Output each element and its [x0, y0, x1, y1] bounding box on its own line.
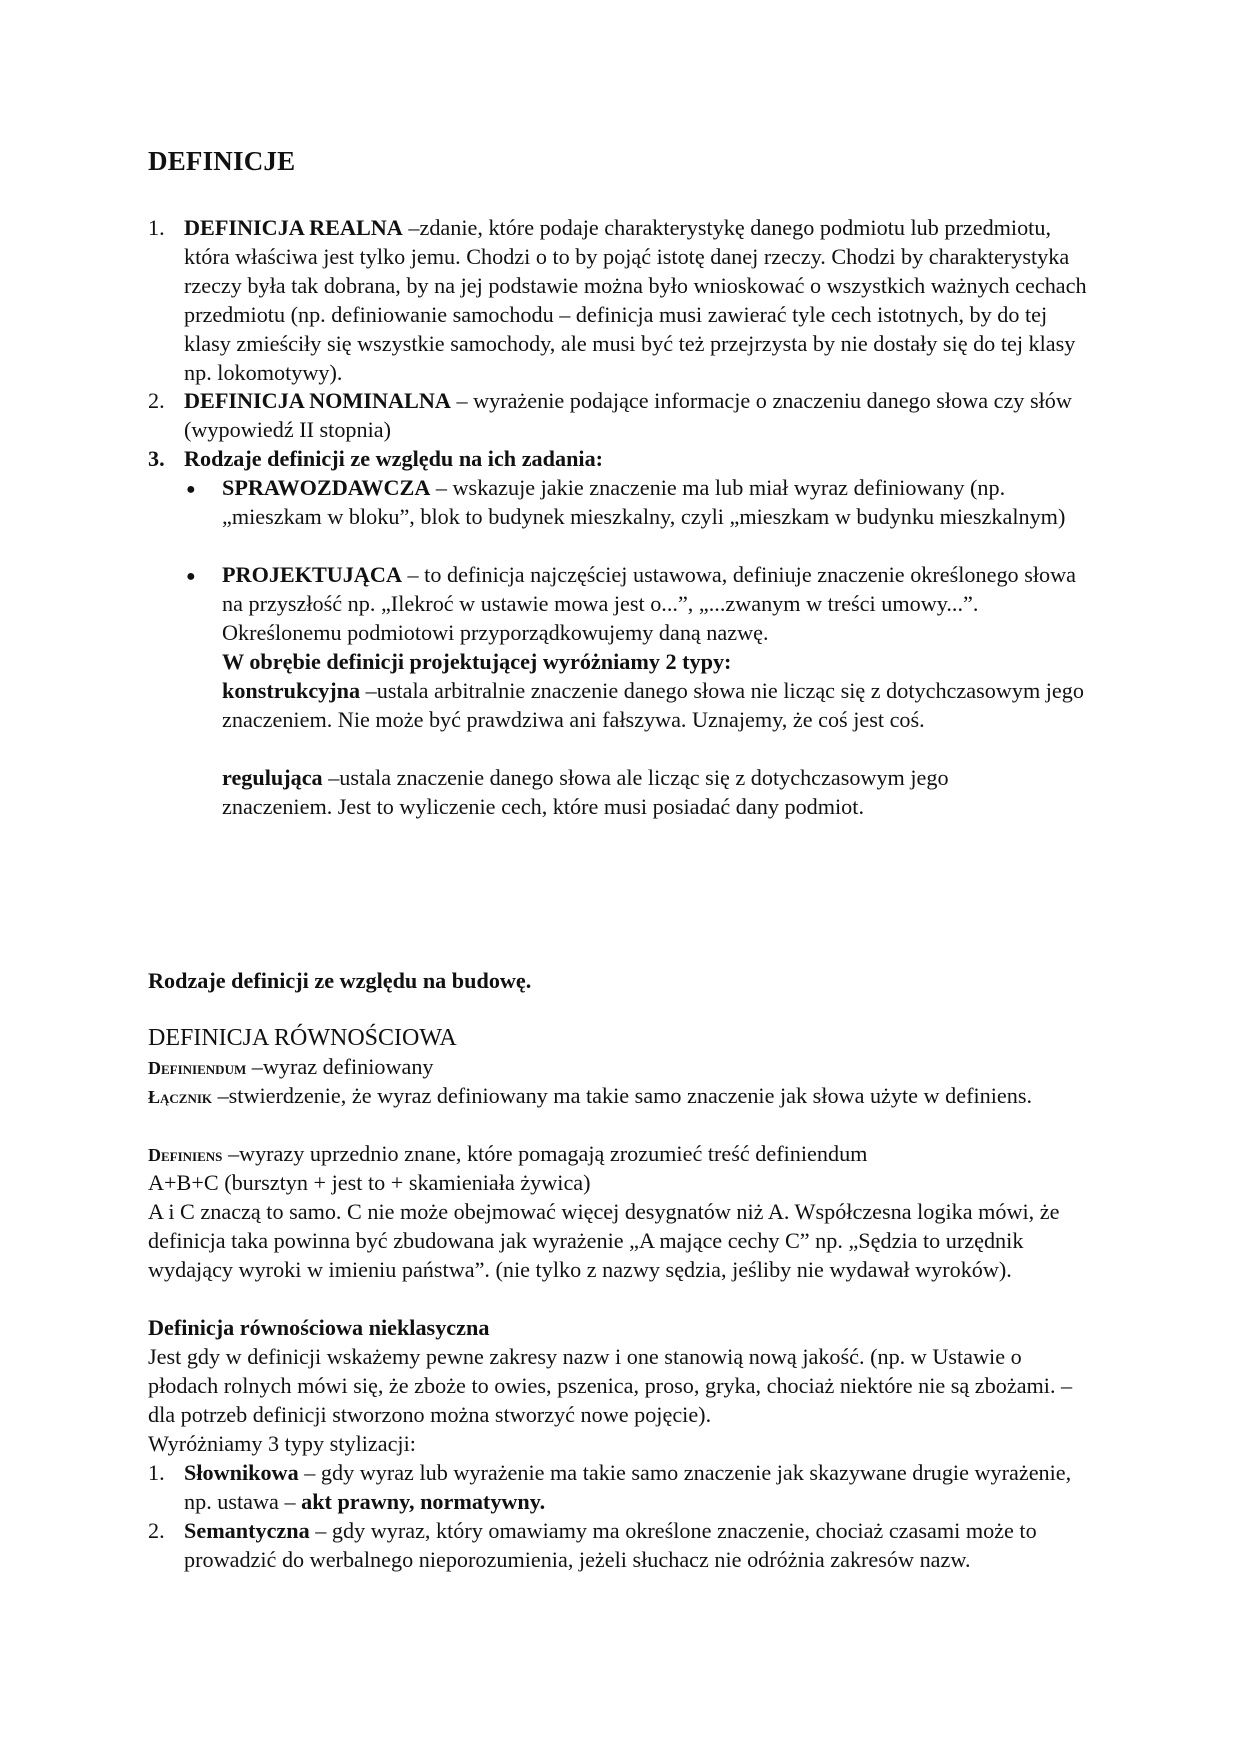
item-number: 1. [148, 1460, 165, 1485]
item-text [184, 214, 1089, 387]
item-number: 1. [148, 215, 165, 240]
tasks-heading: Rodzaje definicji ze względu na ich zadania: [184, 446, 604, 471]
desc-lacznik: –stwierdzenie, że wyraz definiowany ma takie samo znaczenie jak słowa użyte w definiens. [212, 1083, 1032, 1108]
definiendum-text [148, 1053, 1108, 1083]
formula-text: A+B+C (bursztyn + jest to + skamieniała żywica) [148, 1170, 591, 1195]
item-text [184, 1517, 1084, 1575]
dictionary-example: akt prawny, normatywny. [301, 1488, 546, 1514]
paragraph-text: A i C znaczą to samo. C nie może obejmować więcej desygnatów niż A. Współczesna logika mówi, że definicja taka powinna być zbudowana jak wyrażenie „A mające cechy C” np. „Sędzia to urzędnik wydający wyroki w imieniu państwa”. (nie tylko z nazwy sędzia, jeśliby nie wydawał wyroków). [148, 1199, 1060, 1282]
bullet-icon: ● [186, 568, 196, 585]
desc-real: –zdanie, które podaje charakterystykę danego podmiotu lub przedmiotu, która właściwa jest tylko jemu. Chodzi o to by pojąć istotę danej rzeczy. Chodzi by charakterystyka rzeczy była tak dobrana, by na jej podstawie można było wnioskować o wszystkich ważnych cechach przedmiotu (np. definiowanie samochodu – definicja musi zawierać tyle cech istotnych, by do tej klasy zmieściły się wszystkie samochody, ale musi być też przejrzysta by nie dostały się do tej klasy np. lokomotywy). [184, 215, 1087, 385]
lacznik-text [148, 1082, 1078, 1112]
desc-definiens: –wyrazy uprzednio znane, które pomagają zrozumieć treść definiendum [222, 1141, 868, 1166]
term-semantic: Semantyczna [184, 1518, 310, 1543]
term-projective: PROJEKTUJĄCA [222, 562, 402, 587]
item-text [184, 387, 1109, 445]
term-definiendum: Definiendum [148, 1058, 247, 1078]
term-constructive: konstrukcyjna [222, 678, 361, 703]
desc-projective: – to definicja najczęściej ustawowa, definiuje znaczenie określonego słowa na przyszłość np. „Ilekroć w ustawie mowa jest o...”, „...zwanym w treści umowy...”. Określonemu podmiotowi przyporządkowujemy daną nazwę. [222, 562, 1076, 645]
type-text [222, 764, 1042, 822]
term-nominal: DEFINICJA NOMINALNA [184, 388, 451, 413]
desc-regulating: –ustala znaczenie danego słowa ale licząc się z dotychczasowym jego znaczeniem. Jest to wyliczenie cech, które musi posiadać dany podmiot. [222, 765, 949, 819]
desc-reportive: – wskazuje jakie znaczenie ma lub miał wyraz definiowany (np. „mieszkam w bloku”, blok to budynek mieszkalny, czyli „mieszkam w budynku mieszkalnym) [222, 475, 1066, 529]
term-definiens: Definiens [148, 1145, 223, 1165]
type-text [222, 677, 1102, 735]
bullet-text [222, 474, 1092, 532]
desc-nominal: – wyrażenie podające informacje o znaczeniu danego słowa czy słów (wypowiedź II stopnia) [184, 388, 1072, 442]
item-number: 2. [148, 388, 165, 413]
desc-semantic: – gdy wyraz, który omawiamy ma określone znaczenie, chociaż czasami może to prowadzić do werbalnego nieporozumienia, jeżeli słuchacz nie odróżnia zakresów nazw. [184, 1518, 1037, 1572]
bullet-text [222, 561, 1102, 648]
term-lacznik: Łącznik [148, 1087, 213, 1107]
desc-definiendum: –wyraz definiowany [246, 1054, 434, 1079]
styles-intro: Wyróżniamy 3 typy stylizacji: [148, 1431, 416, 1456]
item-number: 2. [148, 1518, 165, 1543]
desc-constructive: –ustala arbitralnie znaczenie danego słowa nie licząc się z dotychczasowym jego znaczeniem. Nie może być prawdziwa ani fałszywa. Uznajemy, że coś jest coś. [222, 678, 1084, 732]
nonclassic-heading: Definicja równościowa nieklasyczna [148, 1315, 490, 1340]
structure-heading: Rodzaje definicji ze względu na budowę. [148, 968, 532, 993]
term-real: DEFINICJA REALNA [184, 215, 403, 240]
term-dictionary: Słownikowa [184, 1460, 299, 1485]
item-number: 3. [148, 446, 165, 471]
term-reportive: SPRAWOZDAWCZA [222, 475, 431, 500]
paragraph-text: Jest gdy w definicji wskażemy pewne zakresy nazw i one stanowią nową jakość. (np. w Ustawie o płodach rolnych mówi się, że zboże to owies, pszenica, proso, gryka, chociaż niektóre nie są zbożami. –dla potrzeb definicji stworzono można stworzyć nowe pojęcie). [148, 1344, 1073, 1427]
bullet-icon: ● [186, 481, 196, 498]
page-title: DEFINICJE [148, 146, 296, 176]
equivalence-subheading: DEFINICJA RÓWNOŚCIOWA [148, 1025, 457, 1051]
definiens-text [148, 1140, 1108, 1170]
item-text [184, 1459, 1089, 1517]
projective-types-heading: W obrębie definicji projektującej wyróżniamy 2 typy: [222, 649, 732, 674]
desc-dictionary: – gdy wyraz lub wyrażenie ma takie samo znaczenie jak skazywane drugie wyrażenie, np. ustawa – [184, 1460, 1072, 1514]
term-regulating: regulująca [222, 765, 323, 790]
